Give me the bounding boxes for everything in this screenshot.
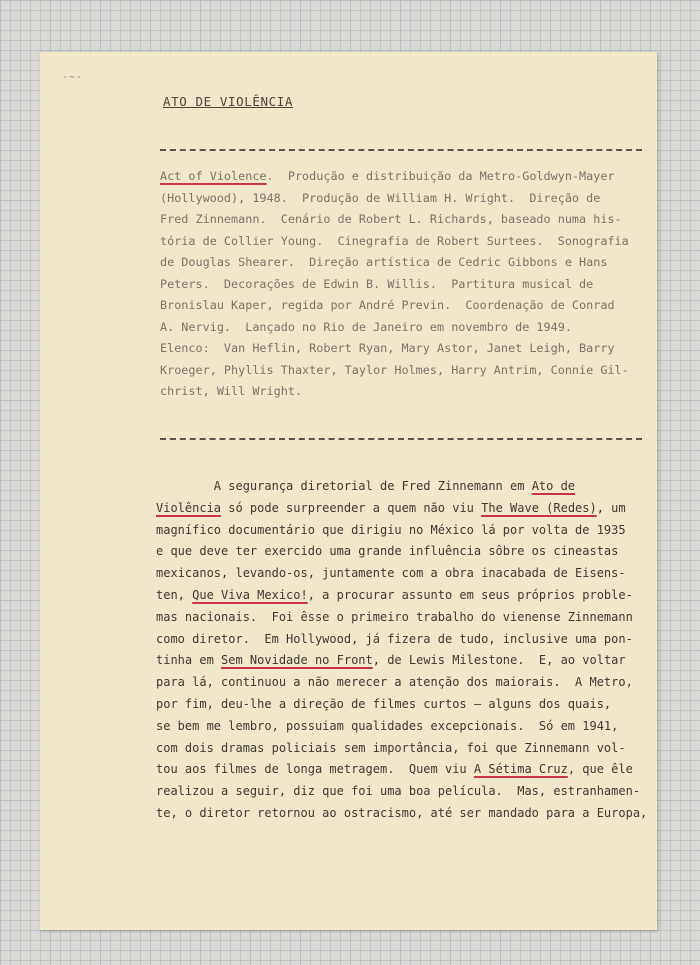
text-run: magnífico documentário que dirigiu no México lá por volta de 1935: [156, 522, 626, 537]
text-run: , a procurar assunto em seus próprios proble-: [307, 587, 633, 602]
text-run: de Douglas Shearer. Direção artística de Cedric Gibbons e Hans: [160, 255, 608, 269]
text-run: mexicanos, levando-os, juntamente com a obra inacabada de Eisens-: [156, 566, 626, 581]
body-line: [156, 563, 654, 585]
credits-line: [160, 338, 650, 360]
typewritten-page: [40, 52, 657, 930]
text-run: mas nacionais. Foi êsse o primeiro trabalho do vienense Zinnemann: [156, 609, 633, 624]
bottom-dashed-rule: [160, 438, 642, 440]
credits-line: [160, 295, 650, 317]
body-line: [156, 541, 654, 563]
text-run: Bronislau Kaper, regida por André Previn. Coordenação de Conrad: [160, 298, 615, 312]
body-line: [156, 585, 654, 607]
credits-line: [160, 209, 650, 231]
body-line: [156, 759, 654, 781]
film-title: The Wave (Redes): [481, 500, 597, 515]
body-line: [156, 498, 654, 520]
review-body: [156, 476, 654, 825]
text-run: realizou a seguir, diz que foi uma boa película. Mas, estranhamen-: [156, 784, 641, 799]
credits-line: [160, 360, 650, 382]
body-line: [156, 672, 654, 694]
text-run: . Produção e distribuição da Metro-Goldwyn-Mayer: [266, 169, 615, 183]
text-run: , um: [596, 500, 626, 515]
credits-line: [160, 231, 650, 253]
text-run: tou aos filmes de longa metragem. Quem viu: [156, 762, 474, 777]
text-run: christ, Will Wright.: [160, 384, 303, 398]
text-run: com dois dramas policiais sem importância, foi que Zinnemann vol-: [156, 740, 626, 755]
text-run: só pode surpreender a quem não viu: [221, 500, 482, 515]
film-title: Sem Novidade no Front: [221, 653, 373, 668]
film-title: Act of Violence: [160, 169, 267, 183]
page-title: ATO DE VIOLÊNCIA: [163, 94, 294, 109]
text-run: Peters. Decorações de Edwin B. Willis. Partitura musical de: [160, 276, 594, 291]
body-line: [156, 716, 654, 738]
text-run: e que deve ter exercido uma grande influência sôbre os cineastas: [156, 544, 619, 559]
film-title: Ato de: [531, 479, 576, 493]
body-line: [156, 476, 654, 498]
text-run: (Hollywood), 1948. Produção de William H. Wright. Direção de: [160, 190, 601, 205]
text-run: para lá, continuou a não merecer a atenção dos maiorais. A Metro,: [156, 675, 633, 690]
body-line: [156, 738, 654, 760]
body-line: [156, 694, 654, 716]
text-run: por fim, deu-lhe a direção de filmes curtos — alguns dos quais,: [156, 696, 612, 711]
credits-block: [160, 166, 650, 403]
credits-line: [160, 381, 650, 403]
text-run: A. Nervig. Lançado no Rio de Janeiro em novembro de 1949.: [160, 319, 572, 334]
film-title: A Sétima Cruz: [473, 762, 568, 777]
top-dashed-rule: [160, 149, 642, 151]
text-run: Fred Zinnemann. Cenário de Robert L. Richards, baseado numa his-: [160, 212, 622, 226]
text-run: tinha em: [156, 653, 222, 668]
text-run: se bem me lembro, possuiam qualidades excepcionais. Só em 1941,: [156, 718, 619, 733]
text-run: Kroeger, Phyllis Thaxter, Taylor Holmes, Harry Antrim, Connie Gil-: [160, 362, 629, 377]
film-title: Violência: [156, 500, 222, 515]
body-line: [156, 520, 654, 542]
text-run: como diretor. Em Hollywood, já fizera de tudo, inclusive uma pon-: [156, 631, 633, 646]
text-run: Elenco: Van Heflin, Robert Ryan, Mary Astor, Janet Leigh, Barry: [160, 341, 615, 355]
text-run: tória de Collier Young. Cinegrafia de Robert Surtees. Sonografia: [160, 233, 629, 248]
film-title: Que Viva Mexico!: [192, 587, 308, 602]
body-line: [156, 650, 654, 672]
text-run: A segurança diretorial de Fred Zinnemann em: [156, 479, 532, 493]
body-line: [156, 781, 654, 803]
body-line: [156, 607, 654, 629]
credits-line: [160, 252, 650, 274]
credits-line: [160, 274, 650, 296]
text-run: , que êle: [567, 762, 633, 777]
corner-mark: -~-: [62, 72, 84, 83]
credits-line: [160, 166, 650, 188]
body-line: [156, 803, 654, 825]
body-line: [156, 629, 654, 651]
credits-line: [160, 188, 650, 210]
text-run: , de Lewis Milestone. E, ao voltar: [372, 653, 626, 668]
text-run: ten,: [156, 587, 193, 602]
text-run: te, o diretor retornou ao ostracismo, até ser mandado para a Europa,: [156, 805, 648, 820]
credits-line: [160, 317, 650, 339]
